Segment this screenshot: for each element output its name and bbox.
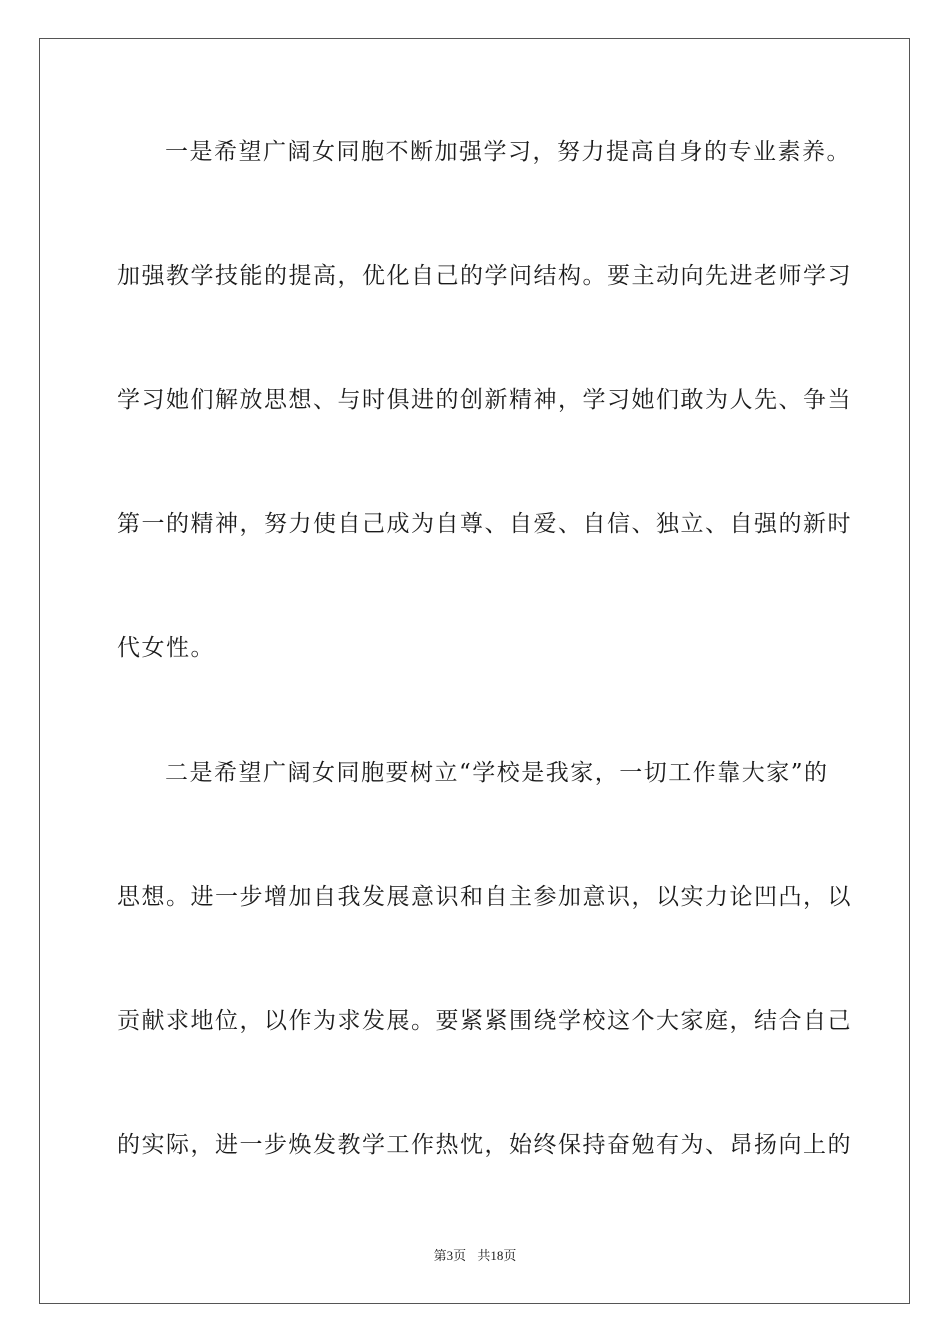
paragraph-1-line-1: 一是希望广阔女同胞不断加强学习，努力提高自身的专业素养。 [165, 139, 851, 165]
page-total: 共18页 [477, 1248, 517, 1263]
page-footer [0, 1248, 950, 1264]
paragraph-1-line-2: 加强教学技能的提高，优化自己的学问结构。要主动向先进老师学习 [117, 263, 852, 289]
paragraph-1-line-3: 学习她们解放思想、与时俱进的创新精神，学习她们敢为人先、争当 [117, 387, 852, 413]
paragraph-2-line-4: 的实际，进一步焕发教学工作热忱，始终保持奋勉有为、昂扬向上的 [117, 1132, 852, 1158]
paragraph-1-line-4: 第一的精神，努力使自己成为自尊、自爱、自信、独立、自强的新时 [117, 511, 852, 537]
paragraph-2-line-1: 二是希望广阔女同胞要树立“学校是我家，一切工作靠大家”的 [165, 760, 829, 786]
page-number: 第3页 [433, 1248, 467, 1263]
paragraph-1-line-5: 代女性。 [117, 635, 215, 661]
page-border [39, 38, 910, 1304]
paragraph-2-line-2: 思想。进一步增加自我发展意识和自主参加意识，以实力论凹凸，以 [117, 884, 852, 910]
paragraph-2-line-3: 贡献求地位，以作为求发展。要紧紧围绕学校这个大家庭，结合自己 [117, 1008, 852, 1034]
